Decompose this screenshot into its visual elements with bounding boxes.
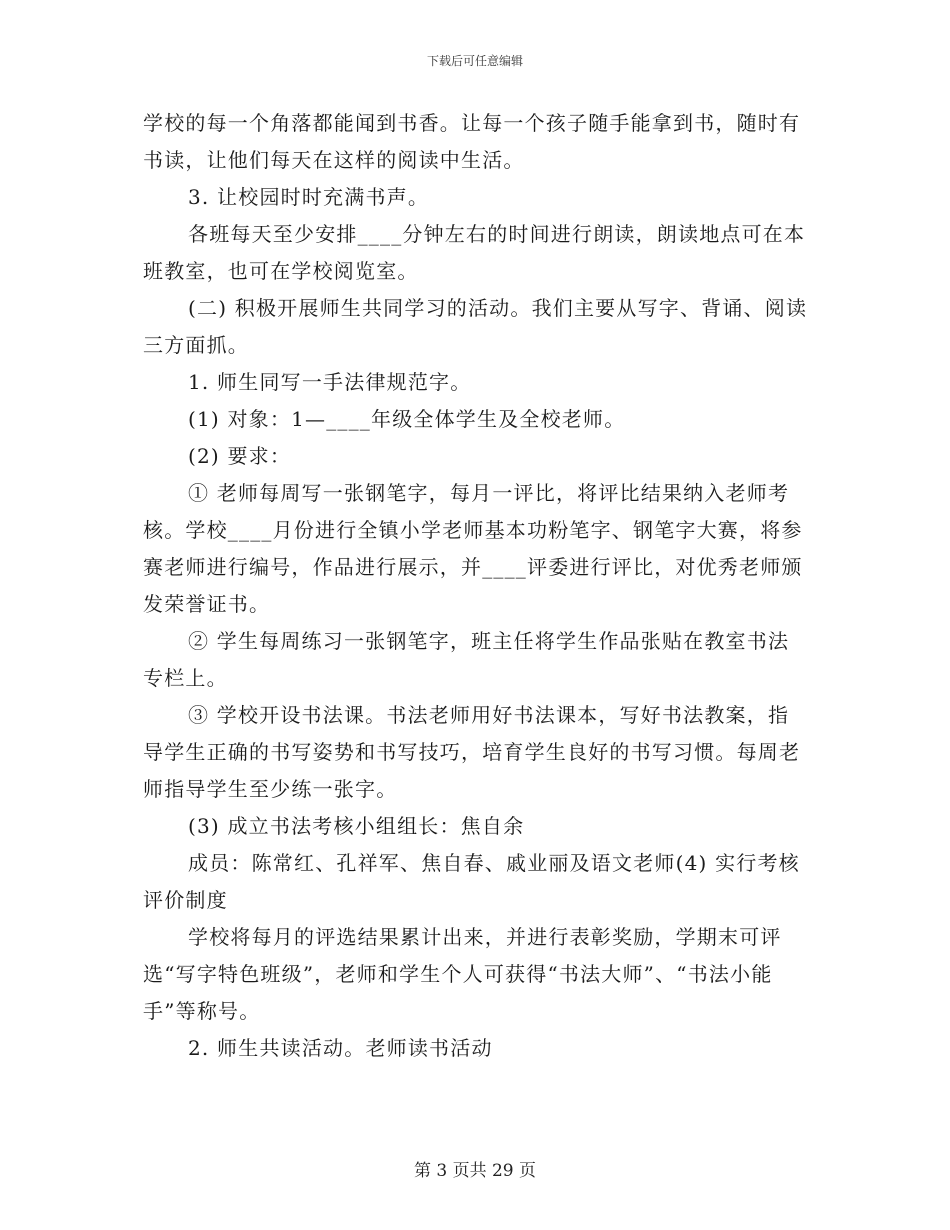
paragraph-13: 学校将每月的评选结果累计出来，并进行表彰奖励，学期末可评选“写字特色班级”，老师和学生个人可获得“书法大师”、“书法小能手”等称号。 (143, 925, 782, 1023)
paragraph-5: 1. 师生同写一手法律规范字。 (188, 370, 472, 394)
paragraph-2: 3. 让校园时时充满书声。 (188, 185, 430, 209)
paragraph-14: 2. 师生共读活动。老师读书活动 (188, 1036, 493, 1060)
paragraph-9: ② 学生每周练习一张钢笔字，班主任将学生作品张贴在教室书法专栏上。 (143, 629, 790, 690)
paragraph-7: (2) 要求： (188, 444, 292, 468)
paragraph-1: 学校的每一个角落都能闻到书香。让每一个孩子随手能拿到书，随时有书读，让他们每天在这样的阅读中生活。 (143, 111, 801, 172)
paragraph-11: (3) 成立书法考核小组组长：焦自余 (188, 814, 525, 838)
paragraph-4: (二) 积极开展师生共同学习的活动。我们主要从写字、背诵、阅读三方面抓。 (143, 296, 808, 357)
page-header: 下载后可任意编辑 (426, 54, 523, 68)
page-footer: 第 3 页共 29 页 (413, 1161, 537, 1181)
paragraph-12: 成员：陈常红、孔祥军、焦自春、戚业丽及语文老师(4) 实行考核评价制度 (143, 851, 800, 912)
document-body (143, 105, 808, 1067)
paragraph-3: 各班每天至少安排____分钟左右的时间进行朗读，朗读地点可在本班教室，也可在学校阅览室。 (143, 222, 806, 283)
paragraph-10: ③ 学校开设书法课。书法老师用好书法课本，写好书法教案，指导学生正确的书写姿势和书写技巧，培育学生良好的书写习惯。每周老师指导学生至少练一张字。 (143, 703, 801, 801)
paragraph-6: (1) 对象：1—____年级全体学生及全校老师。 (188, 407, 626, 431)
paragraph-8: ① 老师每周写一张钢笔字，每月一评比，将评比结果纳入老师考核。学校____月份进行全镇小学老师基本功粉笔字、钢笔字大赛，将参赛老师进行编号，作品进行展示，并____评委进行评比，对优秀老师颁发荣誉证书。 (143, 481, 803, 616)
